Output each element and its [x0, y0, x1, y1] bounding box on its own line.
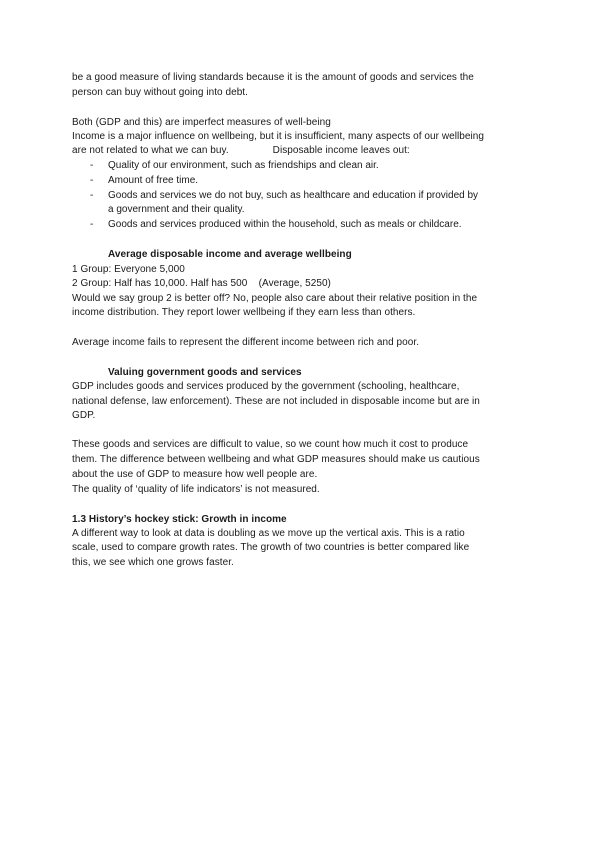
paragraph-line: The quality of ‘quality of life indicators’ is not measured. [72, 484, 320, 495]
paragraph-line: scale, used to compare growth rates. The growth of two countries is better compared like [72, 542, 470, 553]
paragraph-line: this, we see which one grows faster. [72, 557, 234, 568]
paragraph-line: 2 Group: Half has 10,000. Half has 500 (Average, 5250) [72, 278, 331, 289]
paragraph-line: person can buy without going into debt. [72, 87, 248, 98]
paragraph-line: Income is a major influence on wellbeing, but it is insufficient, many aspects of our wellbeing [72, 131, 484, 142]
paragraph-line: These goods and services are difficult to value, so we count how much it cost to produce [72, 439, 469, 450]
paragraph-line [72, 144, 410, 158]
bullet-dash: - [90, 219, 94, 230]
bullet-item: Goods and services produced within the household, such as meals or childcare. [108, 219, 462, 230]
paragraph-line: A different way to look at data is doubling as we move up the vertical axis. This is a ratio [72, 528, 465, 539]
paragraph-line: GDP. [72, 410, 96, 421]
paragraph-line: about the use of GDP to measure how well people are. [72, 469, 318, 480]
paragraph-line: GDP includes goods and services produced by the government (schooling, healthcare, [72, 381, 460, 392]
bullet-item-continuation: a government and their quality. [108, 204, 245, 215]
paragraph-line: Average income fails to represent the different income between rich and poor. [72, 337, 420, 348]
paragraph-line: income distribution. They report lower wellbeing if they earn less than others. [72, 307, 416, 318]
bullet-item: Goods and services we do not buy, such as healthcare and education if provided by [108, 190, 479, 201]
paragraph-line-right: Disposable income leaves out: [272, 145, 410, 156]
section-heading: Valuing government goods and services [108, 367, 302, 378]
bullet-item: Quality of our environment, such as friendships and clean air. [108, 160, 379, 171]
paragraph-line: Would we say group 2 is better off? No, people also care about their relative position in the [72, 293, 478, 304]
paragraph-line: 1 Group: Everyone 5,000 [72, 264, 185, 275]
bullet-dash: - [90, 175, 94, 186]
section-heading: Average disposable income and average wellbeing [108, 249, 352, 260]
paragraph-line: national defense, law enforcement). These are not included in disposable income but are in [72, 396, 480, 407]
bullet-item: Amount of free time. [108, 175, 199, 186]
paragraph-line: them. The difference between wellbeing and what GDP measures should make us cautious [72, 454, 480, 465]
paragraph-line-left: are not related to what we can buy. [72, 145, 229, 156]
paragraph-line: be a good measure of living standards because it is the amount of goods and services the [72, 72, 474, 83]
section-heading: 1.3 History’s hockey stick: Growth in income [72, 514, 287, 525]
paragraph-line: Both (GDP and this) are imperfect measures of well-being [72, 117, 331, 128]
bullet-dash: - [90, 160, 94, 171]
bullet-dash: - [90, 190, 94, 201]
